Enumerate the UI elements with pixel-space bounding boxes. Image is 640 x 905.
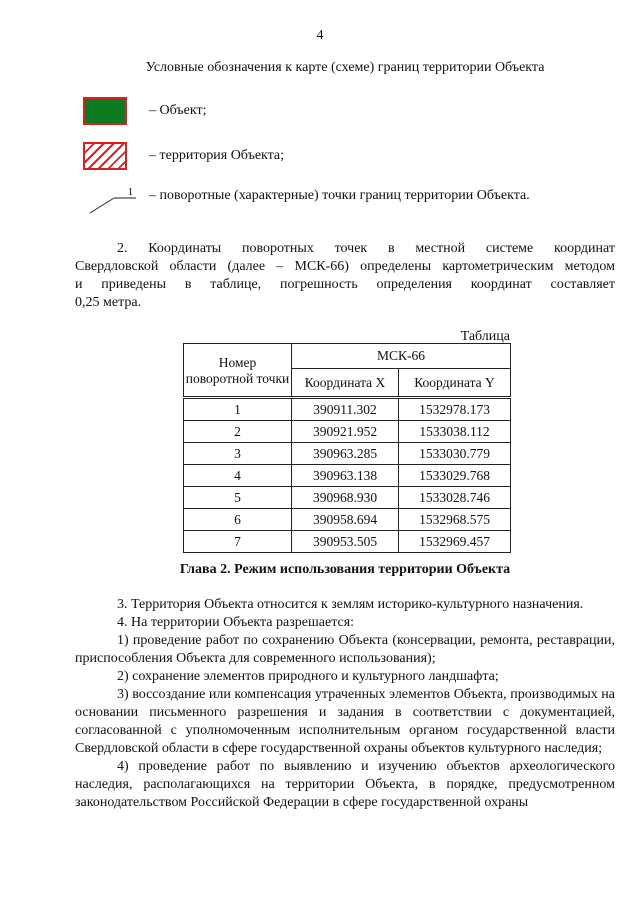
list-item-4: 4) проведение работ по выявлению и изучению объектов археологического наследия, располагающихся на территории Объекта, в порядке, предусмотренном законодательством Российской Федерации в сфере государственной охраны (75, 759, 615, 810)
cell-point-number: 6 (184, 509, 292, 531)
paragraph-2-line: Свердловской области (далее – МСК-66) определены картометрическим методом (75, 259, 615, 274)
header-coordinate-system: МСК-66 (292, 344, 511, 369)
legend-object-label: – Объект; (149, 103, 207, 118)
cell-point-number: 5 (184, 487, 292, 509)
cell-coordinate-x: 390953.505 (292, 531, 399, 553)
territory-legend-symbol (83, 142, 127, 170)
cell-point-number: 7 (184, 531, 292, 553)
cell-coordinate-x: 390968.930 (292, 487, 399, 509)
table-row (184, 531, 511, 553)
list-item-2: 2) сохранение элементов природного и культурного ландшафта; (117, 669, 499, 684)
object-legend-symbol (83, 97, 127, 125)
cell-coordinate-x: 390958.694 (292, 509, 399, 531)
turning-point-marker-label: 1 (128, 187, 133, 198)
table-row (184, 443, 511, 465)
cell-coordinate-x: 390921.952 (292, 421, 399, 443)
chapter-heading: Глава 2. Режим использования территории Объекта (179, 562, 511, 577)
cell-coordinate-x: 390911.302 (292, 398, 399, 421)
cell-coordinate-y: 1533030.779 (399, 443, 511, 465)
legend-territory-label: – территория Объекта; (149, 148, 285, 163)
list-item-3: 3) воссоздание или компенсация утраченных элементов Объекта, производимых на основании письменного разрешения и задания в соответствии с документацией, согласованной с уполномоченным исполнительным органом государственной власти Свердловской области в сфере государственной охраны объектов культурного наследия; (75, 687, 615, 756)
cell-coordinate-y: 1533029.768 (399, 465, 511, 487)
header-coordinate-x: Координата X (292, 369, 399, 398)
cell-coordinate-y: 1532968.575 (399, 509, 511, 531)
cell-point-number: 1 (184, 398, 292, 421)
page-number: 4 (316, 28, 324, 43)
legend-title: Условные обозначения к карте (схеме) границ территории Объекта (145, 60, 545, 75)
paragraph-2 (75, 240, 615, 312)
cell-coordinate-y: 1532969.457 (399, 531, 511, 553)
list-item-1: 1) проведение работ по сохранению Объекта (консервации, ремонта, реставрации, приспособления Объекта для современного использования); (75, 633, 615, 666)
turning-point-legend-symbol (88, 184, 138, 216)
cell-coordinate-y: 1533038.112 (399, 421, 511, 443)
header-point-number: Номер поворотной точки (184, 344, 292, 398)
header-coordinate-y: Координата Y (399, 369, 511, 398)
cell-coordinate-x: 390963.285 (292, 443, 399, 465)
paragraph-2-line: 2. Координаты поворотных точек в местной системе координат (117, 241, 615, 256)
cell-coordinate-y: 1532978.173 (399, 398, 511, 421)
paragraph-4: 4. На территории Объекта разрешается: (117, 615, 355, 630)
paragraph-2-line: и приведены в таблице, погрешность определения координат составляет (75, 277, 615, 292)
table-row (184, 487, 511, 509)
legend-turning-points-label: – поворотные (характерные) точки границ территории Объекта. (149, 188, 530, 203)
table-row (184, 465, 511, 487)
table-row (184, 398, 511, 421)
cell-coordinate-x: 390963.138 (292, 465, 399, 487)
paragraph-3: 3. Территория Объекта относится к землям историко-культурного назначения. (117, 597, 584, 612)
chapter-body (75, 596, 615, 812)
table-row (184, 421, 511, 443)
cell-point-number: 3 (184, 443, 292, 465)
paragraph-2-line: 0,25 метра. (75, 295, 142, 310)
table-caption: Таблица (460, 329, 510, 344)
cell-point-number: 4 (184, 465, 292, 487)
table-row (184, 509, 511, 531)
cell-point-number: 2 (184, 421, 292, 443)
cell-coordinate-y: 1533028.746 (399, 487, 511, 509)
coordinates-table (183, 343, 511, 553)
